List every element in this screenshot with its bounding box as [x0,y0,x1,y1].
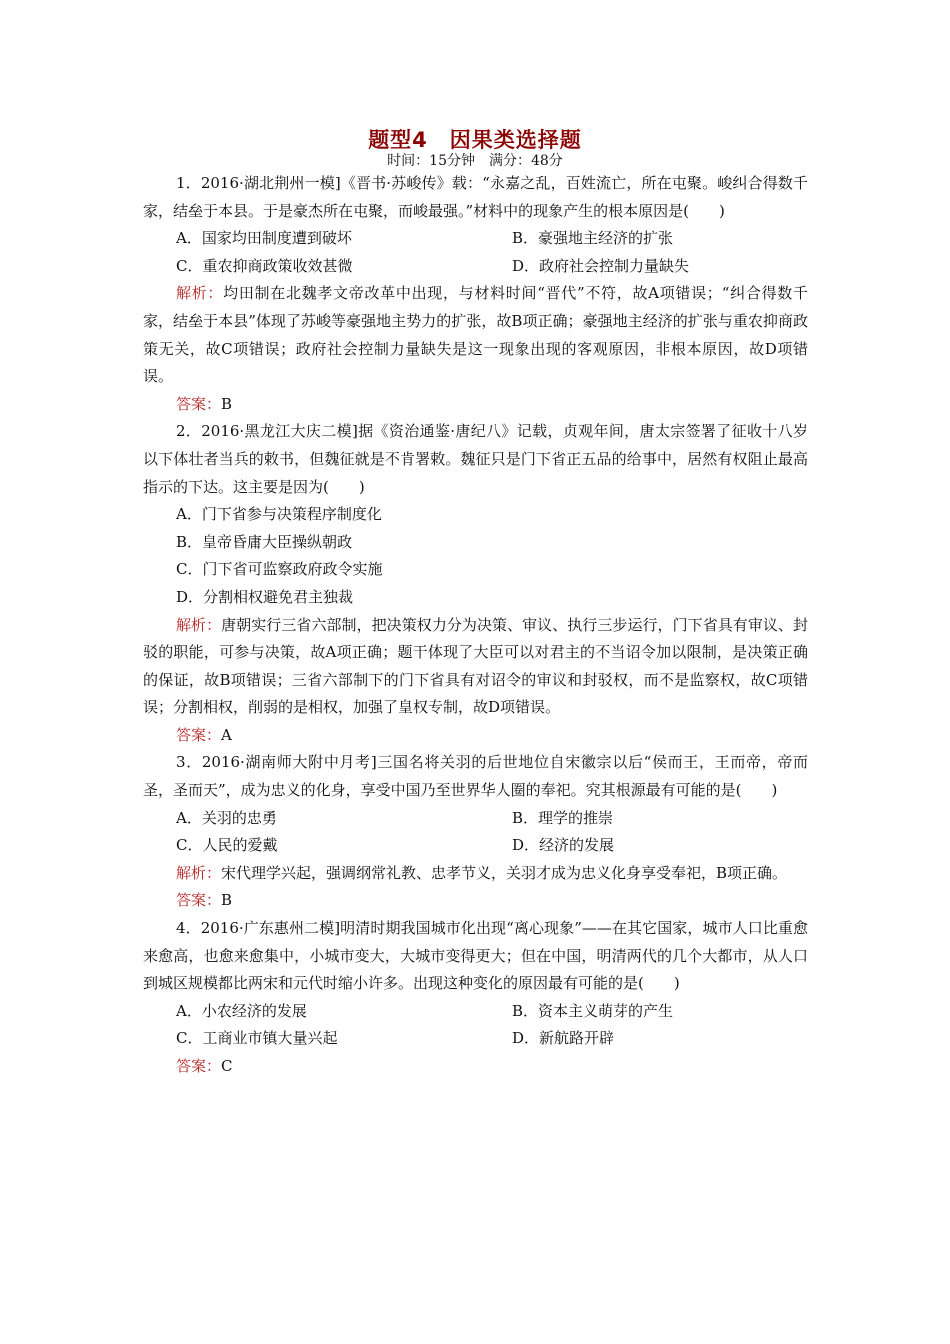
analysis [143,612,808,722]
page-subtitle: 时间：15分钟 满分：48分 [387,153,563,169]
option-row [143,832,808,860]
question-stem: 2．2016·黑龙江大庆二模]据《资治通鉴·唐纪八》记载，贞观年间，唐太宗签署了征收十八岁以下体壮者当兵的敕书，但魏征就是不肯署敕。魏征只是门下省正五品的给事中，居然有权阻止最高指示的下达。这主要是因为( ) [143,422,809,496]
answer-label: 答案： [176,891,222,910]
option-row [143,225,808,253]
option-b: B．豪强地主经济的扩张 [512,229,674,248]
analysis-text: 均田制在北魏孝文帝改革中出现，与材料时间“晋代”不符，故A项错误；“纠合得数千家，结垒于本县”体现了苏峻等豪强地主势力的扩张，故B项正确；豪强地主经济的扩张与重农抑商政策无关，故C项错误；政府社会控制力量缺失是这一现象出现的客观原因，非根本原因，故D项错误。 [143,284,808,386]
analysis [143,280,808,390]
answer [143,887,808,915]
question-list [143,170,808,1081]
option-d: D．分割相权避免君主独裁 [176,587,354,606]
answer-value: B [221,394,233,413]
answer [143,722,808,750]
answer [143,391,808,419]
option-a: A．国家均田制度遭到破坏 [176,229,352,248]
page-title: 题型4 因果类选择题 [368,128,582,152]
question-stem: 3．2016·湖南师大附中月考]三国名将关羽的后世地位自宋徽宗以后“侯而王，王而帝，帝而圣，圣而天”，成为忠义的化身，享受中国乃至世界华人圈的奉祀。究其根源最有可能的是( ) [143,753,808,800]
question-3 [143,749,808,915]
analysis-label: 解析： [176,863,222,882]
question-2 [143,418,808,749]
answer-value: A [221,725,232,744]
question-1 [143,170,808,418]
analysis-text: 唐朝实行三省六部制，把决策权力分为决策、审议、执行三步运行，门下省具有审议、封驳的职能，可参与决策，故A项正确；题干体现了大臣可以对君主的不当诏令加以限制，是决策正确的保证，故B项错误；三省六部制下的门下省具有对诏令的审议和封驳权，而不是监察权，故C项错误；分割相权，削弱的是相权，加强了皇权专制，故D项错误。 [143,615,808,717]
option-d: D．经济的发展 [512,836,615,855]
option-c: C．重农抑商政策收效甚微 [176,256,353,275]
option-row [143,1025,808,1053]
question-4 [143,915,808,1081]
analysis-label: 解析： [176,615,222,634]
analysis-label: 解析： [176,284,224,303]
answer-label: 答案： [176,394,222,413]
analysis-text: 宋代理学兴起，强调纲常礼教、忠孝节义，关羽才成为忠义化身享受奉祀，B项正确。 [221,863,788,882]
answer-label: 答案： [176,1057,222,1075]
question-stem: 1．2016·湖北荆州一模]《晋书·苏峻传》载：“永嘉之乱，百姓流亡，所在屯聚。峻纠合得数千家，结垒于本县。于是豪杰所在屯聚，而峻最强。”材料中的现象产生的根本原因是( ) [143,174,808,220]
option-c: C．门下省可监察政府政令实施 [176,560,383,579]
option-row [143,805,808,833]
option-c: C．工商业市镇大量兴起 [176,1029,338,1048]
answer-label: 答案： [176,725,222,744]
option-row [143,998,808,1026]
answer-value: C [221,1057,233,1075]
option-b: B．理学的推崇 [512,808,614,827]
answer [143,1053,808,1081]
option-a: A．门下省参与决策程序制度化 [176,505,382,524]
option-b: B．皇帝昏庸大臣操纵朝政 [176,532,353,551]
option-b: B．资本主义萌芽的产生 [512,1001,674,1020]
option-d: D．新航路开辟 [512,1029,615,1048]
analysis [143,860,808,888]
option-c: C．人民的爱戴 [176,836,278,855]
option-row [143,253,808,281]
option-a: A．小农经济的发展 [176,1001,307,1020]
option-d: D．政府社会控制力量缺失 [512,256,690,275]
question-stem: 4．2016·广东惠州二模]明清时期我国城市化出现“离心现象”——在其它国家，城市人口比重愈来愈高，也愈来愈集中，小城市变大，大城市变得更大；但在中国，明清两代的几个大都市，从人口到城区规模都比两宋和元代时缩小许多。出现这种变化的原因最有可能的是( ) [143,919,808,993]
option-a: A．关羽的忠勇 [176,808,277,827]
answer-value: B [221,891,233,910]
